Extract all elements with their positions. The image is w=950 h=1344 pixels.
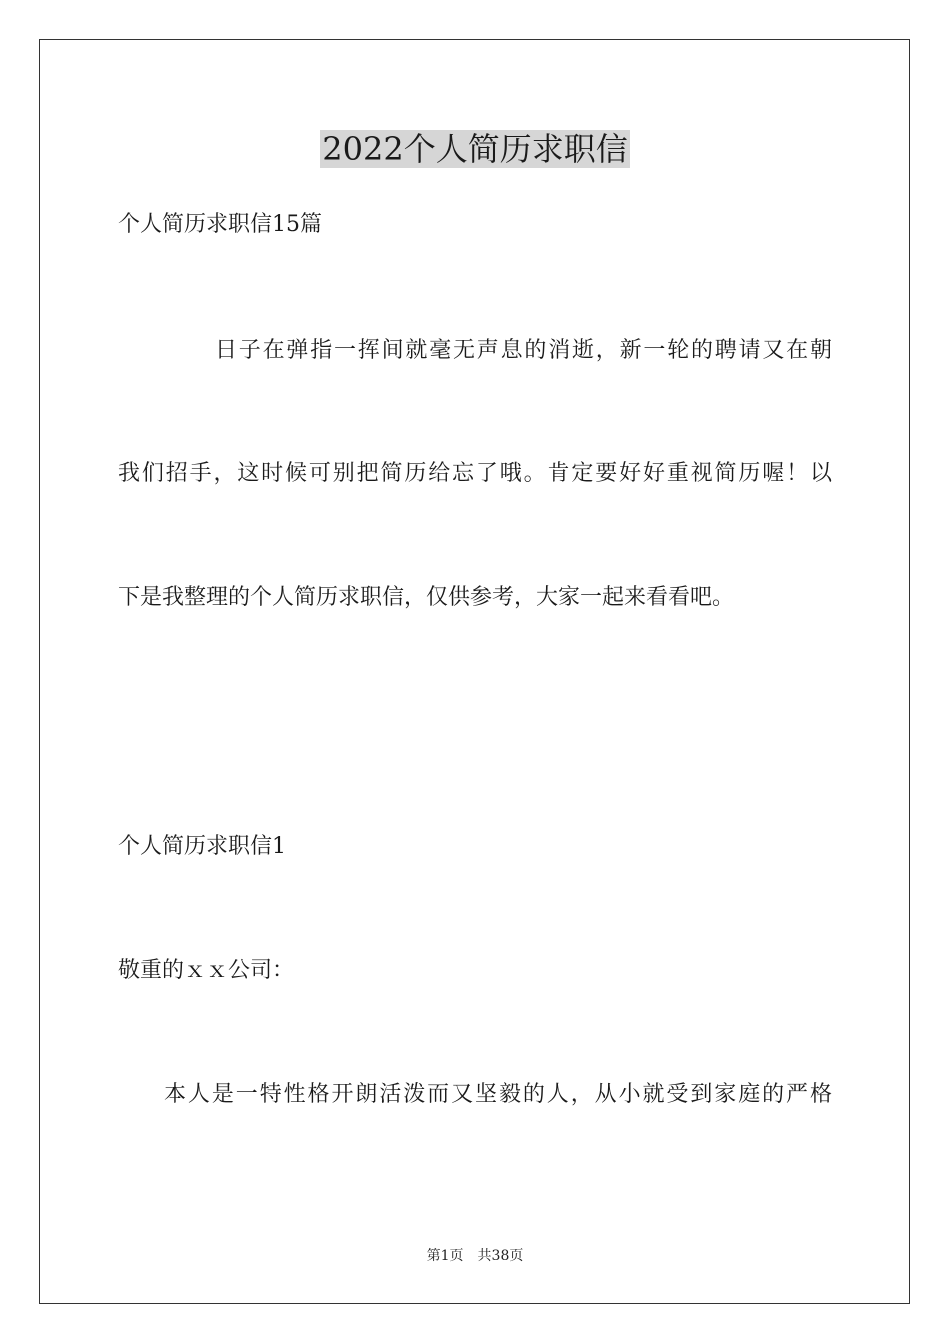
page-footer (0, 1246, 950, 1266)
page-number: 第1页 (426, 1248, 464, 1264)
intro-line-2: 我们招手，这时候可别把简历给忘了哦。肯定要好好重视简历喔！以 (118, 461, 832, 486)
salutation: 敬重的ｘｘ公司： (118, 958, 295, 983)
intro-line-1: 日子在弹指一挥间就毫无声息的消逝，新一轮的聘请又在朝 (215, 338, 832, 363)
document-title (0, 127, 950, 171)
document-title-text: 2022个人简历求职信 (322, 130, 628, 168)
document-subtitle: 个人简历求职信15篇 (118, 212, 322, 237)
page-total: 共38页 (477, 1248, 524, 1264)
body-line-1: 本人是一特性格开朗活泼而又坚毅的人，从小就受到家庭的严格 (164, 1082, 832, 1107)
section-heading: 个人简历求职信1 (118, 834, 286, 859)
intro-line-3: 下是我整理的个人简历求职信，仅供参考，大家一起来看看吧。 (118, 585, 735, 610)
